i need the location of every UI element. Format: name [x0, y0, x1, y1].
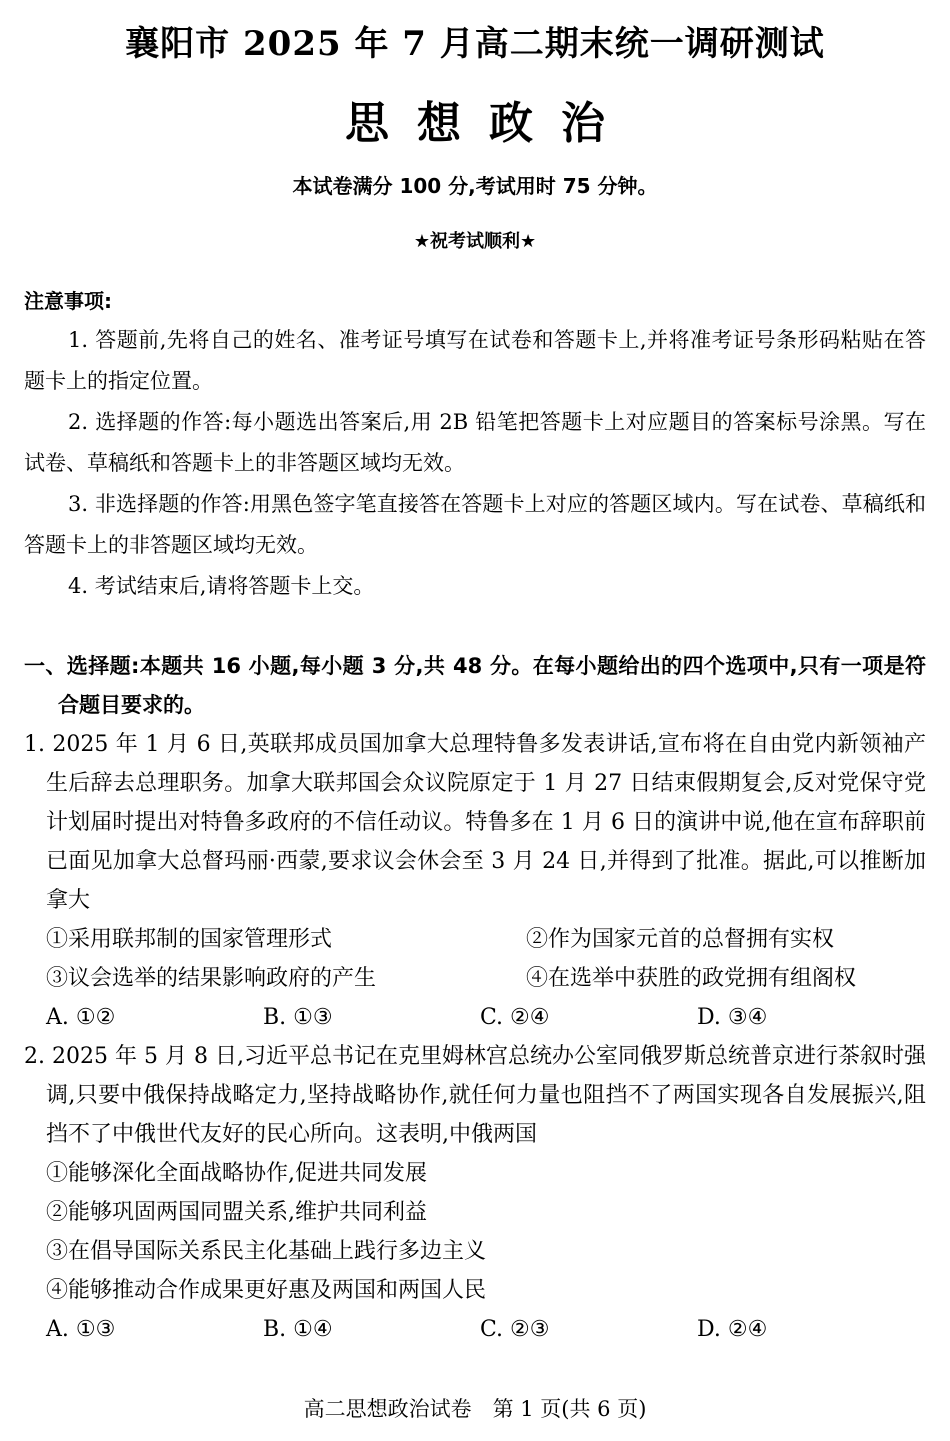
question-stem: 1. 2025 年 1 月 6 日,英联邦成员国加拿大总理特鲁多发表讲话,宣布将在自由党内新领袖产生后辞去总理职务。加拿大联邦国会众议院原定于 1 月 27 日结束假期复会,反对党保守党计划届时提出对特鲁多政府的不信任动议。特鲁多在 1 月 6 日的演讲中说,他在宣布辞职前已面见加拿大总督玛丽·西蒙,要求议会休会至 3 月 24 日,并得到了批准。据此,可以推断加拿大: [24, 732, 926, 913]
exam-title: 襄阳市 2025 年 7 月高二期末统一调研测试: [125, 24, 825, 64]
notice-heading: 注意事项:: [24, 289, 112, 313]
notice-item: 2. 选择题的作答:每小题选出答案后,用 2B 铅笔把答题卡上对应题目的答案标号涂黑。写在试卷、草稿纸和答题卡上的非答题区域均无效。: [24, 410, 926, 475]
statement-options: [24, 920, 926, 998]
question-2: [24, 1037, 926, 1349]
answer-choice-d: D. ②④: [697, 1317, 768, 1342]
answer-choice-a: A. ①②: [46, 1005, 116, 1030]
notice-item: 1. 答题前,先将自己的姓名、准考证号填写在试卷和答题卡上,并将准考证号条形码粘贴在答题卡上的指定位置。: [24, 328, 926, 393]
answer-choice-b: B. ①④: [263, 1317, 333, 1342]
answer-choice-a: A. ①③: [46, 1317, 116, 1342]
answer-choices: [24, 1310, 926, 1349]
question-1: [24, 725, 926, 1037]
answer-choices: [24, 998, 926, 1037]
section-heading: 一、选择题:本题共 16 小题,每小题 3 分,共 48 分。在每小题给出的四个选项中,只有一项是符合题目要求的。: [24, 654, 926, 717]
statement-option: ②能够巩固两国同盟关系,维护共同利益: [46, 1200, 427, 1225]
answer-choice-c: C. ②④: [480, 1005, 550, 1030]
statement-option: ③在倡导国际关系民主化基础上践行多边主义: [46, 1239, 487, 1264]
statement-option: ④在选举中获胜的政党拥有组阁权: [526, 966, 857, 991]
statement-option: ②作为国家元首的总督拥有实权: [526, 927, 835, 952]
question-stem: 2. 2025 年 5 月 8 日,习近平总书记在克里姆林宫总统办公室同俄罗斯总统普京进行茶叙时强调,只要中俄保持战略定力,坚持战略协作,就任何力量也阻挡不了两国实现各自发展振兴,阻挡不了中俄世代友好的民心所向。这表明,中俄两国: [24, 1044, 926, 1147]
statement-option: ①采用联邦制的国家管理形式: [46, 927, 333, 952]
subject-title: 思想政治: [345, 98, 633, 149]
statement-option: ④能够推动合作成果更好惠及两国和两国人民: [46, 1278, 487, 1303]
notice-item: 3. 非选择题的作答:用黑色签字笔直接答在答题卡上对应的答题区域内。写在试卷、草稿纸和答题卡上的非答题区域均无效。: [24, 492, 926, 557]
statement-option: ①能够深化全面战略协作,促进共同发展: [46, 1161, 427, 1186]
answer-choice-b: B. ①③: [263, 1005, 333, 1030]
statement-options: [24, 1154, 926, 1310]
answer-choice-c: C. ②③: [480, 1317, 550, 1342]
statement-option: ③议会选举的结果影响政府的产生: [46, 966, 377, 991]
blessing-line: ★祝考试顺利★: [413, 231, 537, 252]
exam-info: 本试卷满分 100 分,考试用时 75 分钟。: [292, 174, 658, 198]
notice-item: 4. 考试结束后,请将答题卡上交。: [68, 574, 375, 598]
notice-list: [24, 320, 926, 607]
answer-choice-d: D. ③④: [697, 1005, 768, 1030]
page-footer: 高二思想政治试卷 第 1 页(共 6 页): [303, 1397, 647, 1421]
